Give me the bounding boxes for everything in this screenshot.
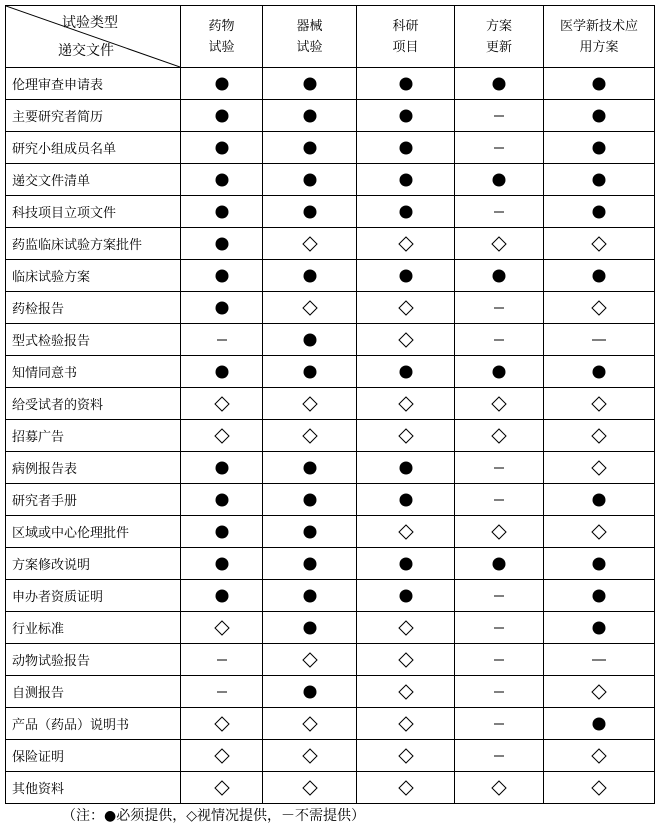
requirement-cell	[181, 644, 263, 676]
corner-trial-type-label: 试验类型	[62, 15, 118, 31]
row-document-label: 保险证明	[6, 740, 181, 772]
requirement-cell	[263, 740, 357, 772]
requirement-cell	[357, 516, 455, 548]
requirement-cell	[357, 228, 455, 260]
requirement-cell	[544, 420, 655, 452]
requirement-cell	[263, 580, 357, 612]
table-body	[6, 68, 655, 804]
requirement-cell	[455, 228, 544, 260]
corner-documents-label: 递交文件	[58, 43, 114, 59]
requirement-cell	[455, 772, 544, 804]
required-dot-icon	[399, 77, 413, 91]
requirement-cell	[357, 420, 455, 452]
required-dot-icon	[592, 173, 606, 187]
not-required-dash-icon	[592, 338, 606, 342]
optional-diamond-icon	[398, 332, 414, 348]
requirement-cell	[357, 484, 455, 516]
requirement-cell	[455, 100, 544, 132]
requirement-cell	[181, 708, 263, 740]
requirement-cell	[455, 260, 544, 292]
required-dot-icon	[215, 77, 229, 91]
table-row	[6, 260, 655, 292]
requirement-cell	[544, 708, 655, 740]
requirement-cell	[455, 68, 544, 100]
requirement-cell	[181, 356, 263, 388]
table-row	[6, 772, 655, 804]
required-dot-icon	[399, 365, 413, 379]
column-header-research-project	[357, 6, 455, 68]
required-dot-icon	[592, 77, 606, 91]
requirement-cell	[181, 420, 263, 452]
required-dot-icon	[492, 269, 506, 283]
requirement-cell	[181, 100, 263, 132]
optional-diamond-icon	[302, 236, 318, 252]
table-row	[6, 164, 655, 196]
requirement-cell	[455, 388, 544, 420]
row-document-label: 型式检验报告	[6, 324, 181, 356]
submission-documents-table	[5, 5, 655, 804]
required-dot-icon	[303, 141, 317, 155]
requirement-cell	[357, 356, 455, 388]
requirement-cell	[544, 388, 655, 420]
requirement-cell	[357, 132, 455, 164]
not-required-dash-icon	[494, 626, 504, 630]
requirement-cell	[544, 772, 655, 804]
column-header-line: 方案	[485, 18, 512, 34]
required-dot-icon	[303, 173, 317, 187]
optional-diamond-icon	[398, 236, 414, 252]
table-row	[6, 292, 655, 324]
optional-diamond-icon	[591, 748, 607, 764]
required-dot-icon	[215, 237, 229, 251]
requirement-cell	[357, 260, 455, 292]
requirement-cell	[181, 132, 263, 164]
required-dot-icon	[492, 77, 506, 91]
not-required-dash-icon	[494, 690, 504, 694]
required-dot-icon	[592, 493, 606, 507]
row-document-label: 研究小组成员名单	[6, 132, 181, 164]
required-dot-icon	[303, 461, 317, 475]
table-row	[6, 132, 655, 164]
requirement-cell	[181, 260, 263, 292]
column-header-line: 药物	[208, 18, 235, 34]
column-header-line: 用方案	[579, 39, 619, 55]
required-dot-icon	[592, 205, 606, 219]
requirement-cell	[263, 324, 357, 356]
optional-diamond-icon	[591, 780, 607, 796]
required-dot-icon	[303, 77, 317, 91]
required-dot-icon	[215, 109, 229, 123]
requirement-cell	[263, 228, 357, 260]
optional-diamond-icon	[214, 396, 230, 412]
required-dot-icon	[399, 141, 413, 155]
not-required-dash-icon	[217, 658, 227, 662]
required-dot-icon	[592, 589, 606, 603]
requirement-cell	[455, 548, 544, 580]
optional-diamond-icon	[398, 652, 414, 668]
row-document-label: 伦理审查申请表	[6, 68, 181, 100]
required-dot-icon	[215, 557, 229, 571]
column-header-line: 器械	[296, 18, 323, 34]
requirement-cell	[263, 100, 357, 132]
requirement-cell	[455, 164, 544, 196]
table-row	[6, 516, 655, 548]
requirement-cell	[263, 452, 357, 484]
row-document-label: 递交文件清单	[6, 164, 181, 196]
optional-diamond-icon	[302, 396, 318, 412]
requirement-cell	[181, 580, 263, 612]
column-header-line: 试验	[208, 39, 235, 55]
requirement-cell	[181, 548, 263, 580]
required-dot-icon	[215, 365, 229, 379]
requirement-cell	[357, 580, 455, 612]
optional-diamond-icon	[398, 396, 414, 412]
not-required-dash-icon	[494, 498, 504, 502]
row-document-label: 行业标准	[6, 612, 181, 644]
required-dot-icon	[592, 621, 606, 635]
requirement-cell	[455, 612, 544, 644]
optional-diamond-icon	[491, 780, 507, 796]
requirement-cell	[263, 260, 357, 292]
requirement-cell	[263, 68, 357, 100]
requirement-cell	[181, 516, 263, 548]
not-required-dash-icon	[494, 594, 504, 598]
row-document-label: 方案修改说明	[6, 548, 181, 580]
optional-diamond-icon	[591, 428, 607, 444]
optional-diamond-icon	[398, 300, 414, 316]
requirement-cell	[263, 644, 357, 676]
optional-diamond-icon	[302, 300, 318, 316]
row-document-label: 知情同意书	[6, 356, 181, 388]
optional-diamond-icon	[214, 620, 230, 636]
requirement-cell	[357, 676, 455, 708]
requirement-cell	[455, 580, 544, 612]
required-dot-icon	[592, 557, 606, 571]
required-dot-icon	[215, 589, 229, 603]
required-dot-icon	[215, 461, 229, 475]
requirement-cell	[181, 772, 263, 804]
row-document-label: 动物试验报告	[6, 644, 181, 676]
table-row	[6, 388, 655, 420]
requirement-cell	[455, 196, 544, 228]
row-document-label: 其他资料	[6, 772, 181, 804]
required-dot-icon	[399, 493, 413, 507]
table-row	[6, 324, 655, 356]
requirement-cell	[544, 68, 655, 100]
requirement-cell	[181, 388, 263, 420]
requirement-cell	[181, 164, 263, 196]
requirement-cell	[263, 772, 357, 804]
optional-diamond-icon	[491, 236, 507, 252]
optional-diamond-icon	[302, 748, 318, 764]
requirement-cell	[455, 324, 544, 356]
optional-diamond-icon	[214, 748, 230, 764]
table-row	[6, 580, 655, 612]
requirement-cell	[263, 548, 357, 580]
required-dot-icon	[303, 493, 317, 507]
required-dot-icon	[399, 589, 413, 603]
requirement-cell	[544, 484, 655, 516]
required-dot-icon	[303, 589, 317, 603]
requirement-cell	[181, 228, 263, 260]
required-dot-icon	[303, 333, 317, 347]
required-dot-icon	[399, 205, 413, 219]
required-dot-icon	[592, 269, 606, 283]
optional-diamond-icon	[398, 780, 414, 796]
table-row	[6, 612, 655, 644]
corner-header-cell	[6, 6, 181, 68]
requirement-cell	[263, 516, 357, 548]
required-dot-icon	[592, 365, 606, 379]
table-row	[6, 100, 655, 132]
not-required-dash-icon	[494, 722, 504, 726]
requirement-cell	[544, 228, 655, 260]
requirement-cell	[263, 676, 357, 708]
row-document-label: 科技项目立项文件	[6, 196, 181, 228]
requirement-cell	[181, 484, 263, 516]
required-dot-icon	[303, 109, 317, 123]
optional-diamond-icon	[302, 428, 318, 444]
requirement-cell	[357, 196, 455, 228]
requirement-cell	[544, 740, 655, 772]
column-header-new-medical-technology	[544, 6, 655, 68]
optional-diamond-icon	[591, 684, 607, 700]
requirement-cell	[357, 644, 455, 676]
table-row	[6, 452, 655, 484]
requirement-cell	[455, 516, 544, 548]
requirement-cell	[544, 516, 655, 548]
required-dot-icon	[399, 173, 413, 187]
requirement-cell	[181, 452, 263, 484]
optional-diamond-icon	[398, 716, 414, 732]
table-row	[6, 228, 655, 260]
column-header-drug-trial	[181, 6, 263, 68]
table-row	[6, 740, 655, 772]
optional-diamond-icon	[214, 428, 230, 444]
table-row	[6, 196, 655, 228]
requirement-cell	[263, 132, 357, 164]
requirement-cell	[357, 452, 455, 484]
requirement-cell	[544, 260, 655, 292]
requirement-cell	[181, 676, 263, 708]
required-dot-icon	[303, 205, 317, 219]
optional-diamond-icon	[591, 236, 607, 252]
row-document-label: 产品（药品）说明书	[6, 708, 181, 740]
optional-diamond-icon	[398, 524, 414, 540]
required-dot-icon	[492, 557, 506, 571]
requirement-cell	[455, 292, 544, 324]
requirement-cell	[357, 68, 455, 100]
requirement-cell	[181, 292, 263, 324]
optional-diamond-icon	[398, 684, 414, 700]
required-dot-icon	[303, 621, 317, 635]
requirement-cell	[544, 292, 655, 324]
requirement-cell	[357, 164, 455, 196]
requirement-cell	[544, 676, 655, 708]
optional-diamond-icon	[302, 780, 318, 796]
not-required-dash-icon	[494, 658, 504, 662]
requirement-cell	[357, 772, 455, 804]
column-header-line: 更新	[485, 39, 512, 55]
requirement-cell	[544, 612, 655, 644]
required-dot-icon	[215, 525, 229, 539]
requirement-cell	[455, 708, 544, 740]
requirement-cell	[263, 196, 357, 228]
optional-diamond-icon	[398, 748, 414, 764]
required-dot-icon	[215, 301, 229, 315]
requirement-cell	[263, 356, 357, 388]
optional-diamond-icon	[398, 428, 414, 444]
requirement-cell	[263, 292, 357, 324]
column-header-line: 医学新技术应	[559, 18, 638, 34]
table-row	[6, 68, 655, 100]
row-document-label: 病例报告表	[6, 452, 181, 484]
requirement-cell	[455, 452, 544, 484]
not-required-dash-icon	[217, 690, 227, 694]
requirement-cell	[181, 740, 263, 772]
not-required-dash-icon	[494, 114, 504, 118]
required-dot-icon	[399, 557, 413, 571]
column-header-protocol-update	[455, 6, 544, 68]
column-header-line: 试验	[296, 39, 323, 55]
not-required-dash-icon	[494, 338, 504, 342]
requirement-cell	[544, 548, 655, 580]
required-dot-icon	[303, 269, 317, 283]
requirement-cell	[455, 420, 544, 452]
table-row	[6, 708, 655, 740]
table-row	[6, 644, 655, 676]
requirement-cell	[263, 164, 357, 196]
required-dot-icon	[215, 173, 229, 187]
requirement-cell	[544, 452, 655, 484]
optional-diamond-icon	[398, 620, 414, 636]
required-dot-icon	[303, 365, 317, 379]
requirement-cell	[263, 708, 357, 740]
requirement-cell	[357, 292, 455, 324]
requirement-cell	[455, 356, 544, 388]
optional-diamond-icon	[302, 652, 318, 668]
row-document-label: 给受试者的资料	[6, 388, 181, 420]
requirement-cell	[544, 644, 655, 676]
row-document-label: 研究者手册	[6, 484, 181, 516]
requirement-cell	[263, 388, 357, 420]
table-row	[6, 356, 655, 388]
not-required-dash-icon	[217, 338, 227, 342]
required-dot-icon	[399, 461, 413, 475]
requirement-cell	[544, 164, 655, 196]
not-required-dash-icon	[592, 658, 606, 662]
requirement-cell	[357, 612, 455, 644]
table-row	[6, 548, 655, 580]
required-dot-icon	[215, 141, 229, 155]
required-dot-icon	[592, 141, 606, 155]
table-row	[6, 484, 655, 516]
header-row	[6, 6, 655, 68]
optional-diamond-icon	[214, 780, 230, 796]
requirement-cell	[357, 324, 455, 356]
not-required-dash-icon	[494, 306, 504, 310]
row-document-label: 主要研究者简历	[6, 100, 181, 132]
requirement-cell	[181, 324, 263, 356]
optional-diamond-icon	[591, 396, 607, 412]
not-required-dash-icon	[494, 754, 504, 758]
row-document-label: 招募广告	[6, 420, 181, 452]
column-header-line: 科研	[392, 18, 419, 34]
requirement-cell	[181, 612, 263, 644]
optional-diamond-icon	[214, 716, 230, 732]
requirement-cell	[544, 324, 655, 356]
row-document-label: 药检报告	[6, 292, 181, 324]
requirement-cell	[263, 484, 357, 516]
optional-diamond-icon	[491, 396, 507, 412]
requirement-cell	[357, 740, 455, 772]
requirement-cell	[544, 356, 655, 388]
requirement-cell	[181, 68, 263, 100]
row-document-label: 申办者资质证明	[6, 580, 181, 612]
table-row	[6, 420, 655, 452]
row-document-label: 药监临床试验方案批件	[6, 228, 181, 260]
requirement-cell	[357, 548, 455, 580]
optional-diamond-icon	[591, 300, 607, 316]
requirement-cell	[357, 708, 455, 740]
optional-diamond-icon	[591, 524, 607, 540]
requirement-cell	[181, 196, 263, 228]
not-required-dash-icon	[494, 466, 504, 470]
legend-note: （注：●必须提供，◇视情况提供，－不需提供）	[62, 808, 365, 824]
required-dot-icon	[592, 109, 606, 123]
column-header-line: 项目	[392, 39, 419, 55]
requirement-cell	[263, 420, 357, 452]
required-dot-icon	[592, 717, 606, 731]
requirement-cell	[357, 100, 455, 132]
requirement-cell	[263, 612, 357, 644]
row-document-label: 自测报告	[6, 676, 181, 708]
required-dot-icon	[215, 269, 229, 283]
optional-diamond-icon	[491, 428, 507, 444]
required-dot-icon	[399, 109, 413, 123]
requirement-cell	[544, 100, 655, 132]
requirement-cell	[357, 388, 455, 420]
column-header-device-trial	[263, 6, 357, 68]
optional-diamond-icon	[302, 716, 318, 732]
required-dot-icon	[215, 205, 229, 219]
required-dot-icon	[303, 557, 317, 571]
required-dot-icon	[399, 269, 413, 283]
row-document-label: 区域或中心伦理批件	[6, 516, 181, 548]
requirement-cell	[544, 196, 655, 228]
requirement-cell	[544, 132, 655, 164]
requirement-cell	[455, 740, 544, 772]
required-dot-icon	[492, 173, 506, 187]
table-row	[6, 676, 655, 708]
requirement-cell	[455, 644, 544, 676]
requirement-cell	[455, 484, 544, 516]
optional-diamond-icon	[591, 460, 607, 476]
not-required-dash-icon	[494, 210, 504, 214]
not-required-dash-icon	[494, 146, 504, 150]
requirement-cell	[455, 132, 544, 164]
requirement-cell	[455, 676, 544, 708]
required-dot-icon	[303, 525, 317, 539]
required-dot-icon	[215, 493, 229, 507]
requirement-cell	[544, 580, 655, 612]
row-document-label: 临床试验方案	[6, 260, 181, 292]
optional-diamond-icon	[491, 524, 507, 540]
required-dot-icon	[303, 685, 317, 699]
required-dot-icon	[492, 365, 506, 379]
